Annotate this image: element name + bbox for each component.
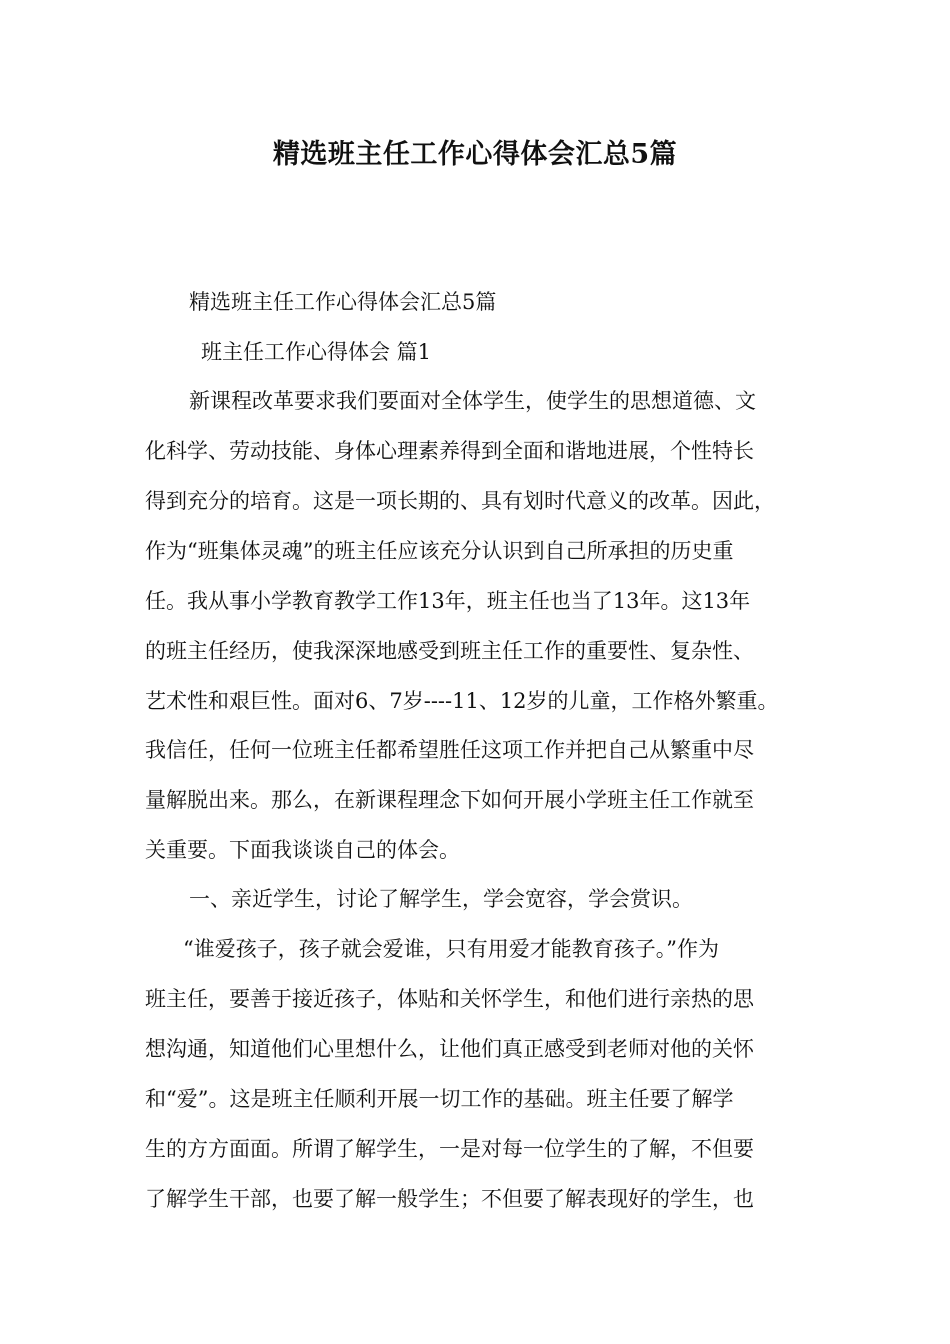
paragraph-line: 和“爱”。这是班主任顺利开展一切工作的基础。班主任要了解学 — [145, 1087, 734, 1111]
paragraph-line: 班主任，要善于接近孩子，体贴和关怀学生，和他们进行亲热的思 — [145, 987, 754, 1011]
paragraph-line: 我信任，任何一位班主任都希望胜任这项工作并把自己从繁重中尽 — [145, 738, 754, 762]
paragraph-line: 新课程改革要求我们要面对全体学生，使学生的思想道德、文 — [189, 389, 756, 413]
paragraph-line: 的班主任经历，使我深深地感受到班主任工作的重要性、复杂性、 — [145, 639, 754, 663]
subheading-line: 一、亲近学生，讨论了解学生，学会宽容，学会赏识。 — [189, 887, 693, 911]
section-heading: 班主任工作心得体会 篇1 — [201, 340, 432, 364]
paragraph-line: 作为“班集体灵魂”的班主任应该充分认识到自己所承担的历史重 — [145, 539, 734, 563]
paragraph-line: 得到充分的培育。这是一项长期的、具有划时代意义的改革。因此， — [145, 489, 775, 513]
paragraph-line: 艺术性和艰巨性。面对6、7岁----11、12岁的儿童，工作格外繁重。 — [145, 689, 779, 713]
paragraph-line: 想沟通，知道他们心里想什么，让他们真正感受到老师对他的关怀 — [145, 1037, 754, 1061]
paragraph-line: 生的方方面面。所谓了解学生，一是对每一位学生的了解，不但要 — [145, 1137, 754, 1161]
paragraph-line: 关重要。下面我谈谈自己的体会。 — [145, 838, 460, 862]
paragraph-line: 了解学生干部，也要了解一般学生；不但要了解表现好的学生，也 — [145, 1187, 754, 1211]
document-subtitle: 精选班主任工作心得体会汇总5篇 — [189, 290, 497, 314]
paragraph-line: 量解脱出来。那么，在新课程理念下如何开展小学班主任工作就至 — [145, 788, 754, 812]
document-title: 精选班主任工作心得体会汇总5篇 — [272, 139, 678, 170]
paragraph-line: “谁爱孩子，孩子就会爱谁，只有用爱才能教育孩子。”作为 — [183, 937, 719, 961]
paragraph-line: 化科学、劳动技能、身体心理素养得到全面和谐地进展，个性特长 — [145, 439, 754, 463]
paragraph-line: 任。我从事小学教育教学工作13年，班主任也当了13年。这13年 — [145, 589, 751, 613]
